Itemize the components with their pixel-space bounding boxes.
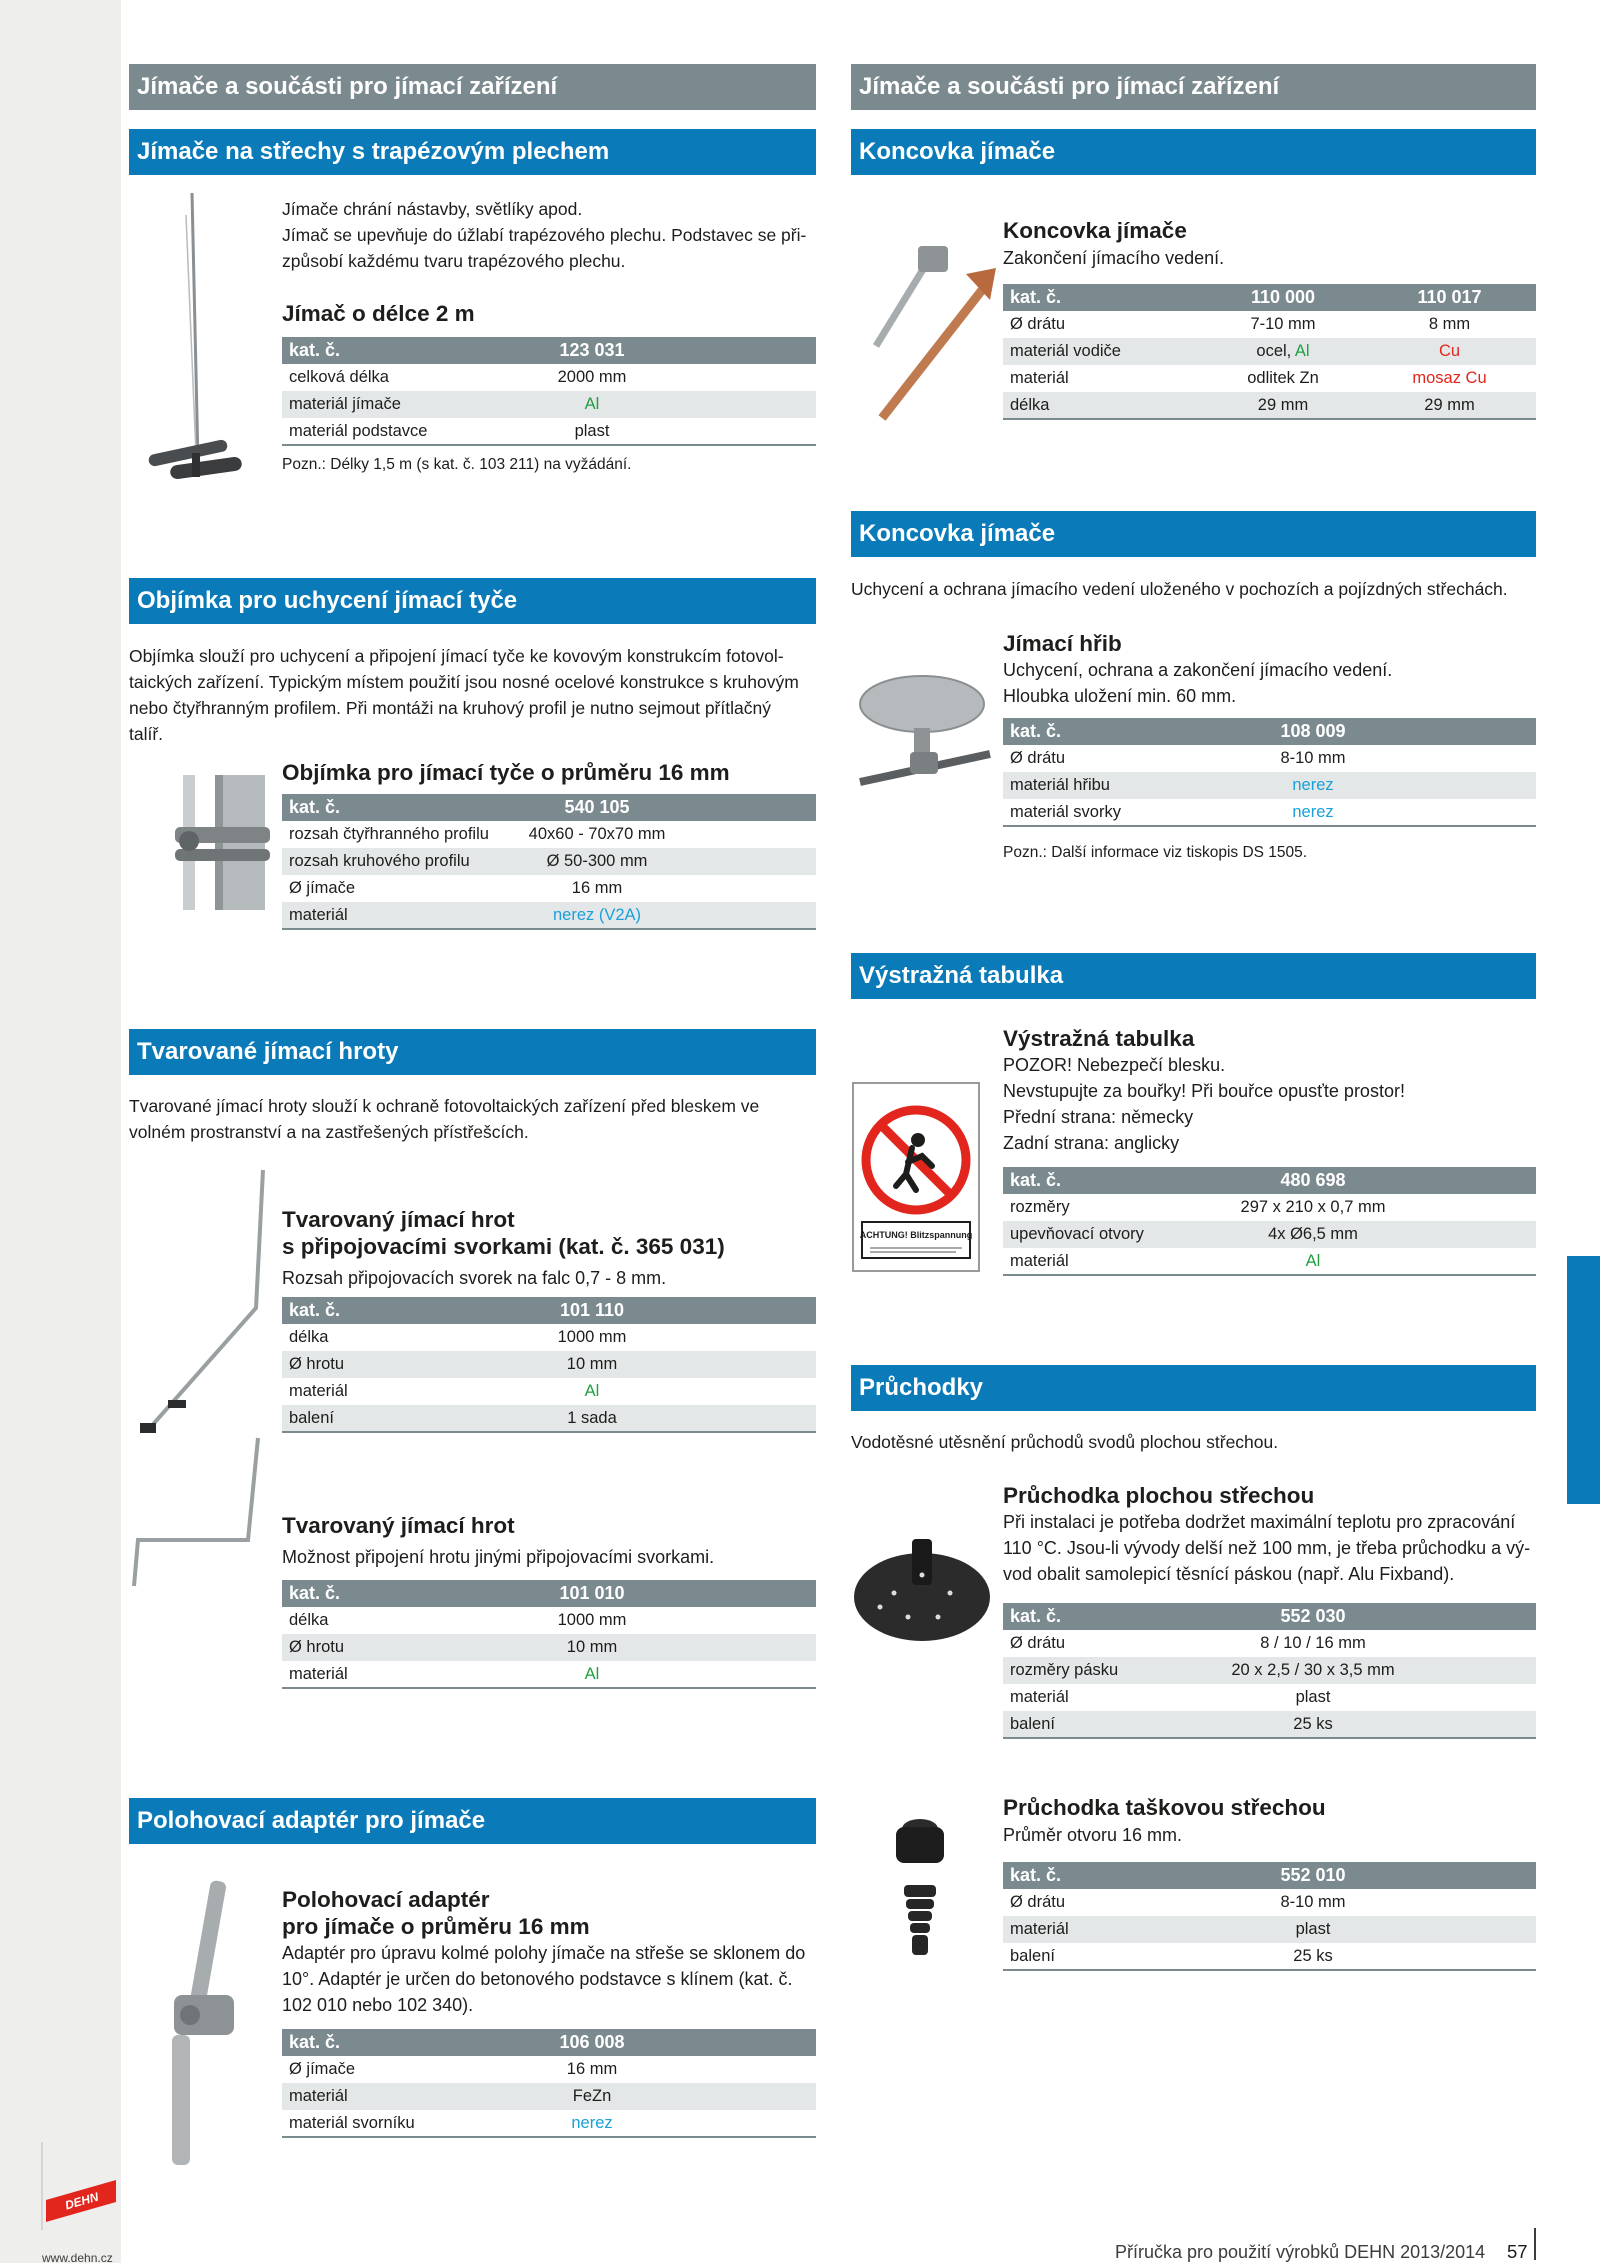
clamp-product-title: Objímka pro jímací tyče o průměru 16 mm xyxy=(282,760,730,785)
table-cell: 29 mm xyxy=(1203,392,1363,419)
table-row xyxy=(1003,1657,1536,1684)
sign-product-sub xyxy=(1003,1052,1405,1156)
tips-t2-table xyxy=(282,1580,816,1689)
tips-p1-title-line: s připojovacími svorkami (kat. č. 365 031) xyxy=(282,1234,725,1259)
table-row xyxy=(282,1661,816,1688)
pass-p1-sub-line: vod obalit samolepicí těsnící páskou (např. Alu Fixband). xyxy=(1003,1564,1455,1584)
tiled-roof-pass-through-image xyxy=(890,1815,950,1960)
mush-sub-line: Uchycení, ochrana a zakončení jímacího vedení. xyxy=(1003,660,1393,680)
table-header-row xyxy=(282,1580,816,1607)
table-cell: Ø hrotu xyxy=(282,1634,442,1661)
adapter-desc-line: 102 010 nebo 102 340). xyxy=(282,1995,474,2015)
sign-bar-wrap xyxy=(851,953,1536,999)
table-row xyxy=(282,1351,816,1378)
table-row xyxy=(1003,1889,1536,1916)
table-row xyxy=(282,2110,816,2137)
end-terminal-image xyxy=(870,238,1000,423)
tips-p2-sub: Možnost připojení hrotu jinými připojovacími svorkami. xyxy=(282,1547,715,1567)
clamp-intro-line: taických zařízení. Typickým místem použití jsou nosné ocelové konstrukce s kruhovým xyxy=(129,672,799,692)
table-cell: 106 008 xyxy=(442,2029,742,2056)
table-cell: nerez xyxy=(1163,772,1463,799)
sign-section-bar: Výstražná tabulka xyxy=(851,953,1536,999)
table-header-row xyxy=(1003,284,1536,311)
table-cell: 552 030 xyxy=(1163,1603,1463,1630)
table-cell: 8-10 mm xyxy=(1280,1893,1346,1911)
table-cell: kat. č. xyxy=(282,794,512,821)
tips-bar-wrap xyxy=(129,1029,816,1075)
table-row xyxy=(282,821,816,848)
pass-section-bar: Průchodky xyxy=(851,1365,1536,1411)
mush-product-title: Jímací hřib xyxy=(1003,631,1122,656)
table-cell: kat. č. xyxy=(282,337,442,364)
table-row xyxy=(1003,772,1536,799)
trap-product-title: Jímač o délce 2 m xyxy=(282,301,475,326)
table-row xyxy=(1003,1194,1536,1221)
tips-p1-sub: Rozsah připojovacích svorek na falc 0,7 - 8 mm. xyxy=(282,1268,667,1288)
table-cell: Ø 50-300 mm xyxy=(512,848,682,875)
tips-intro-line: Tvarované jímací hroty slouží k ochraně fotovoltaických zařízení před bleskem ve xyxy=(129,1096,760,1116)
adapter-bar-wrap xyxy=(129,1798,816,1844)
table-row xyxy=(1003,1943,1536,1970)
table-row xyxy=(1003,1630,1536,1657)
table-cell: 540 105 xyxy=(512,794,682,821)
sign-product-title: Výstražná tabulka xyxy=(1003,1026,1195,1051)
pass-t1-table xyxy=(1003,1603,1536,1739)
table-cell: materiál xyxy=(282,2083,442,2110)
adapter-spec-table xyxy=(282,2029,816,2138)
mush-intro: Uchycení a ochrana jímacího vedení uloženého v pochozích a pojízdných střechách. xyxy=(851,579,1508,599)
sign-spec-table xyxy=(1003,1167,1536,1276)
table-row xyxy=(1003,799,1536,826)
page-divider xyxy=(1534,2228,1536,2260)
adapter-title-line: Polohovací adaptér xyxy=(282,1887,490,1912)
table-cell: kat. č. xyxy=(1003,718,1163,745)
table-cell: 20 x 2,5 / 30 x 3,5 mm xyxy=(1163,1657,1463,1684)
table-cell: 552 010 xyxy=(1163,1862,1463,1889)
table-cell: FeZn xyxy=(442,2083,742,2110)
table-cell: materiál svorky xyxy=(1003,799,1163,826)
table-cell: rozměry xyxy=(1010,1198,1070,1216)
page-margin-strip xyxy=(0,0,121,2263)
table-cell: Al xyxy=(442,1661,742,1688)
footer-title: Příručka pro použití výrobků DEHN 2013/2014 xyxy=(1115,2242,1486,2262)
mush-note: Pozn.: Další informace viz tiskopis DS 1505. xyxy=(1003,844,1308,861)
table-header-row xyxy=(282,794,816,821)
table-cell: materiál xyxy=(289,1382,348,1400)
tips-t1-table xyxy=(282,1297,816,1433)
table-cell: balení xyxy=(282,1405,442,1432)
tips-p2-title: Tvarovaný jímací hrot xyxy=(282,1513,515,1538)
table-row xyxy=(1003,745,1536,772)
trap-section-bar: Jímače na střechy s trapézovým plechem xyxy=(129,129,816,175)
trap-intro-line: způsobí každému tvaru trapézového plechu. xyxy=(282,251,626,271)
tips-p1-title-line: Tvarovaný jímací hrot xyxy=(282,1207,515,1232)
table-cell: 1000 mm xyxy=(557,1328,627,1346)
table-row xyxy=(282,364,816,391)
table-cell: nerez xyxy=(442,2110,742,2137)
table-cell: délka xyxy=(289,1328,329,1346)
table-row xyxy=(282,875,816,902)
table-cell: kat. č. xyxy=(282,2029,442,2056)
table-row xyxy=(282,2083,816,2110)
table-cell: rozsah kruhového profilu xyxy=(282,848,512,875)
table-row xyxy=(282,1378,816,1405)
table-cell: materiál jímače xyxy=(282,391,442,418)
table-cell: balení xyxy=(1003,1943,1163,1970)
warning-sign-image xyxy=(852,1082,980,1272)
table-cell: kat. č. xyxy=(1003,1862,1163,1889)
table-row xyxy=(282,2056,816,2083)
mush-section-bar: Koncovka jímače xyxy=(851,511,1536,557)
trap-note: Pozn.: Délky 1,5 m (s kat. č. 103 211) na vyžádání. xyxy=(282,456,632,473)
table-cell: 297 x 210 x 0,7 mm xyxy=(1240,1198,1386,1216)
mushroom-image xyxy=(852,672,997,797)
trap-intro-line: Jímač se upevňuje do úžlabí trapézového plechu. Podstavec se při- xyxy=(282,225,807,245)
table-cell: materiál xyxy=(1003,1916,1163,1943)
table-cell: materiál vodiče xyxy=(1003,338,1203,365)
table-cell: 29 mm xyxy=(1363,392,1536,419)
table-cell: 16 mm xyxy=(566,2060,618,2078)
table-row xyxy=(282,1634,816,1661)
table-cell: 110 000 xyxy=(1203,284,1363,311)
end-section-bar: Koncovka jímače xyxy=(851,129,1536,175)
table-cell: 110 017 xyxy=(1363,284,1536,311)
table-cell: 108 009 xyxy=(1163,718,1463,745)
pass-p2-sub: Průměr otvoru 16 mm. xyxy=(1003,1825,1183,1845)
sign-sub-line: Nevstupujte za bouřky! Při bouřce opusťte prostor! xyxy=(1003,1081,1405,1101)
clamp-bar-wrap xyxy=(129,578,816,624)
chapter-tab xyxy=(1567,1256,1600,1504)
table-header-row xyxy=(282,2029,816,2056)
adapter-section-bar: Polohovací adaptér pro jímače xyxy=(129,1798,816,1844)
adapter-desc xyxy=(282,1940,816,2018)
table-cell: rozměry pásku xyxy=(1003,1657,1163,1684)
table-row xyxy=(282,902,816,929)
sign-sub-line: Přední strana: německy xyxy=(1003,1107,1194,1127)
table-row xyxy=(1003,1684,1536,1711)
table-cell xyxy=(1203,338,1363,365)
table-cell: plast xyxy=(1295,1688,1331,1706)
table-cell: materiál xyxy=(1010,369,1069,387)
table-cell: 8-10 mm xyxy=(1280,749,1346,767)
table-cell: délka xyxy=(289,1611,329,1629)
page-number: 57 xyxy=(1507,2241,1528,2262)
mush-product-sub xyxy=(1003,657,1392,709)
table-cell: materiál xyxy=(282,1661,442,1688)
clamp-intro xyxy=(129,643,816,747)
clamp-spec-table xyxy=(282,794,816,930)
table-cell: 1 sada xyxy=(442,1405,742,1432)
shaped-tips-image xyxy=(128,1168,278,1588)
trap-spec-table xyxy=(282,337,816,446)
end-spec-table xyxy=(1003,284,1536,420)
table-cell: kat. č. xyxy=(282,1297,442,1324)
adapter-desc-line: 10°. Adaptér je určen do betonového podstavce s klínem (kat. č. xyxy=(282,1969,793,1989)
pass-p1-title: Průchodka plochou střechou xyxy=(1003,1483,1315,1508)
trap-intro-line: Jímače chrání nástavby, světlíky apod. xyxy=(282,199,583,219)
table-cell: 25 ks xyxy=(1163,1943,1463,1970)
table-row xyxy=(282,391,816,418)
section-title: Jímače a součásti pro jímací zařízení xyxy=(851,64,1536,110)
table-cell: 4x Ø6,5 mm xyxy=(1163,1221,1463,1248)
end-product-title: Koncovka jímače xyxy=(1003,218,1187,243)
end-bar-wrap xyxy=(851,129,1536,175)
end-product-sub: Zakončení jímacího vedení. xyxy=(1003,248,1225,268)
table-row xyxy=(282,1607,816,1634)
table-header-row xyxy=(282,337,816,364)
sign-sub-line: Zadní strana: anglicky xyxy=(1003,1133,1180,1153)
table-cell: 25 ks xyxy=(1163,1711,1463,1738)
table-cell: nerez (V2A) xyxy=(512,902,682,929)
material-al: Al xyxy=(1294,342,1310,360)
tips-section-bar: Tvarované jímací hroty xyxy=(129,1029,816,1075)
table-cell: balení xyxy=(1003,1711,1163,1738)
table-cell: Al xyxy=(442,391,742,418)
table-cell: Ø drátu xyxy=(1010,1893,1066,1911)
table-cell: materiál hřibu xyxy=(1003,772,1163,799)
clamp-section-bar: Objímka pro uchycení jímací tyče xyxy=(129,578,816,624)
table-cell: 123 031 xyxy=(442,337,742,364)
adapter-image xyxy=(150,1875,260,2175)
website-url: www.dehn.cz xyxy=(42,2251,113,2263)
table-cell: 480 698 xyxy=(1163,1167,1463,1194)
trap-bar-wrap xyxy=(129,129,816,175)
clamp-intro-line: talíř. xyxy=(129,724,164,744)
table-cell: délka xyxy=(1003,392,1203,419)
table-header-row xyxy=(1003,1603,1536,1630)
table-cell: rozsah čtyřhranného profilu xyxy=(289,825,489,843)
pass-p1-sub-line: Při instalaci je potřeba dodržet maximální teplotu pro zpracování xyxy=(1003,1512,1516,1532)
tips-p1-title xyxy=(282,1206,725,1260)
table-cell: 40x60 - 70x70 mm xyxy=(528,825,666,843)
table-cell: Al xyxy=(1163,1248,1463,1275)
table-header-row xyxy=(282,1297,816,1324)
table-cell: celková délka xyxy=(289,368,389,386)
table-cell: kat. č. xyxy=(1003,1167,1163,1194)
trap-air-terminal-image xyxy=(140,185,260,505)
section-title: Jímače a součásti pro jímací zařízení xyxy=(129,64,816,110)
table-cell: Ø hrotu xyxy=(282,1351,442,1378)
table-cell: kat. č. xyxy=(282,1580,442,1607)
table-cell: materiál podstavce xyxy=(282,418,442,445)
clamp-intro-line: Objímka slouží pro uchycení a připojení jímací tyče ke kovovým konstrukcím fotovol- xyxy=(129,646,784,666)
mush-spec-table xyxy=(1003,718,1536,827)
adapter-product-title xyxy=(282,1886,590,1940)
flat-roof-pass-through-image xyxy=(850,1535,995,1645)
table-cell: 8 mm xyxy=(1428,315,1471,333)
pass-p2-title: Průchodka taškovou střechou xyxy=(1003,1795,1326,1820)
table-header-row xyxy=(1003,718,1536,745)
mush-bar-wrap xyxy=(851,511,1536,557)
tips-intro xyxy=(129,1093,816,1145)
clamp-intro-line: nebo čtyřhranným profilem. Při montáži na kruhový profil je nutno sejmout přítlačný xyxy=(129,698,771,718)
pass-p1-sub xyxy=(1003,1509,1536,1587)
table-row xyxy=(282,418,816,445)
material-text: ocel, xyxy=(1256,342,1295,360)
table-cell: kat. č. xyxy=(1003,284,1203,311)
logo-text: DEHN xyxy=(63,2189,101,2213)
table-cell: materiál xyxy=(282,902,512,929)
adapter-title-line: pro jímače o průměru 16 mm xyxy=(282,1914,590,1939)
pass-p1-sub-line: 110 °C. Jsou-li vývody delší než 100 mm, je třeba průchodku a vý- xyxy=(1003,1538,1531,1558)
sign-sub-line: POZOR! Nebezpečí blesku. xyxy=(1003,1055,1226,1075)
table-row xyxy=(1003,1248,1536,1275)
pass-t2-table xyxy=(1003,1862,1536,1971)
table-header-row xyxy=(1003,1862,1536,1889)
dehn-logo xyxy=(40,2140,118,2232)
table-row xyxy=(282,1324,816,1351)
table-row xyxy=(1003,1916,1536,1943)
adapter-desc-line: Adaptér pro úpravu kolmé polohy jímače na střeše se sklonem do xyxy=(282,1943,806,1963)
table-cell: odlitek Zn xyxy=(1247,369,1319,387)
table-row xyxy=(282,1405,816,1432)
table-cell: materiál svorníku xyxy=(282,2110,442,2137)
table-cell: kat. č. xyxy=(1003,1603,1163,1630)
table-cell: Ø drátu xyxy=(1010,315,1066,333)
table-cell: nerez xyxy=(1163,799,1463,826)
trap-intro xyxy=(282,196,816,274)
left-section-header xyxy=(129,64,816,110)
table-row xyxy=(1003,365,1536,392)
table-cell: 101 010 xyxy=(442,1580,742,1607)
table-cell: 16 mm xyxy=(571,879,623,897)
table-cell: 7-10 mm xyxy=(1250,315,1316,333)
table-cell: Al xyxy=(584,1382,600,1400)
table-row xyxy=(282,848,816,875)
table-row xyxy=(1003,1711,1536,1738)
table-row xyxy=(1003,311,1536,338)
table-cell: 1000 mm xyxy=(557,1611,627,1629)
table-cell: Ø drátu xyxy=(1010,1634,1066,1652)
table-cell: materiál xyxy=(1003,1248,1163,1275)
table-cell: mosaz Cu xyxy=(1412,369,1487,387)
table-cell: plast xyxy=(1163,1916,1463,1943)
table-cell: 10 mm xyxy=(442,1351,742,1378)
clamp-image xyxy=(145,775,275,915)
table-cell: plast xyxy=(442,418,742,445)
table-cell: 10 mm xyxy=(442,1634,742,1661)
table-row xyxy=(1003,338,1536,365)
mush-sub-line: Hloubka uložení min. 60 mm. xyxy=(1003,686,1237,706)
table-cell: Ø jímače xyxy=(289,879,356,897)
right-section-header xyxy=(851,64,1536,110)
sign-caption: ACHTUNG! Blitzspannung xyxy=(859,1230,973,1240)
table-cell: 101 110 xyxy=(442,1297,742,1324)
table-cell: Ø jímače xyxy=(289,2060,356,2078)
table-row xyxy=(1003,1221,1536,1248)
table-row xyxy=(1003,392,1536,419)
table-cell: materiál xyxy=(1010,1688,1069,1706)
pass-bar-wrap xyxy=(851,1365,1536,1411)
tips-intro-line: volném prostranství a na zastřešených přístřešcích. xyxy=(129,1122,529,1142)
pass-intro: Vodotěsné utěsnění průchodů svodů plochou střechou. xyxy=(851,1432,1279,1452)
table-cell: Cu xyxy=(1363,338,1536,365)
table-cell: 2000 mm xyxy=(557,368,627,386)
table-cell: Ø drátu xyxy=(1010,749,1066,767)
table-header-row xyxy=(1003,1167,1536,1194)
table-cell: upevňovací otvory xyxy=(1003,1221,1163,1248)
table-cell: 8 / 10 / 16 mm xyxy=(1260,1634,1366,1652)
